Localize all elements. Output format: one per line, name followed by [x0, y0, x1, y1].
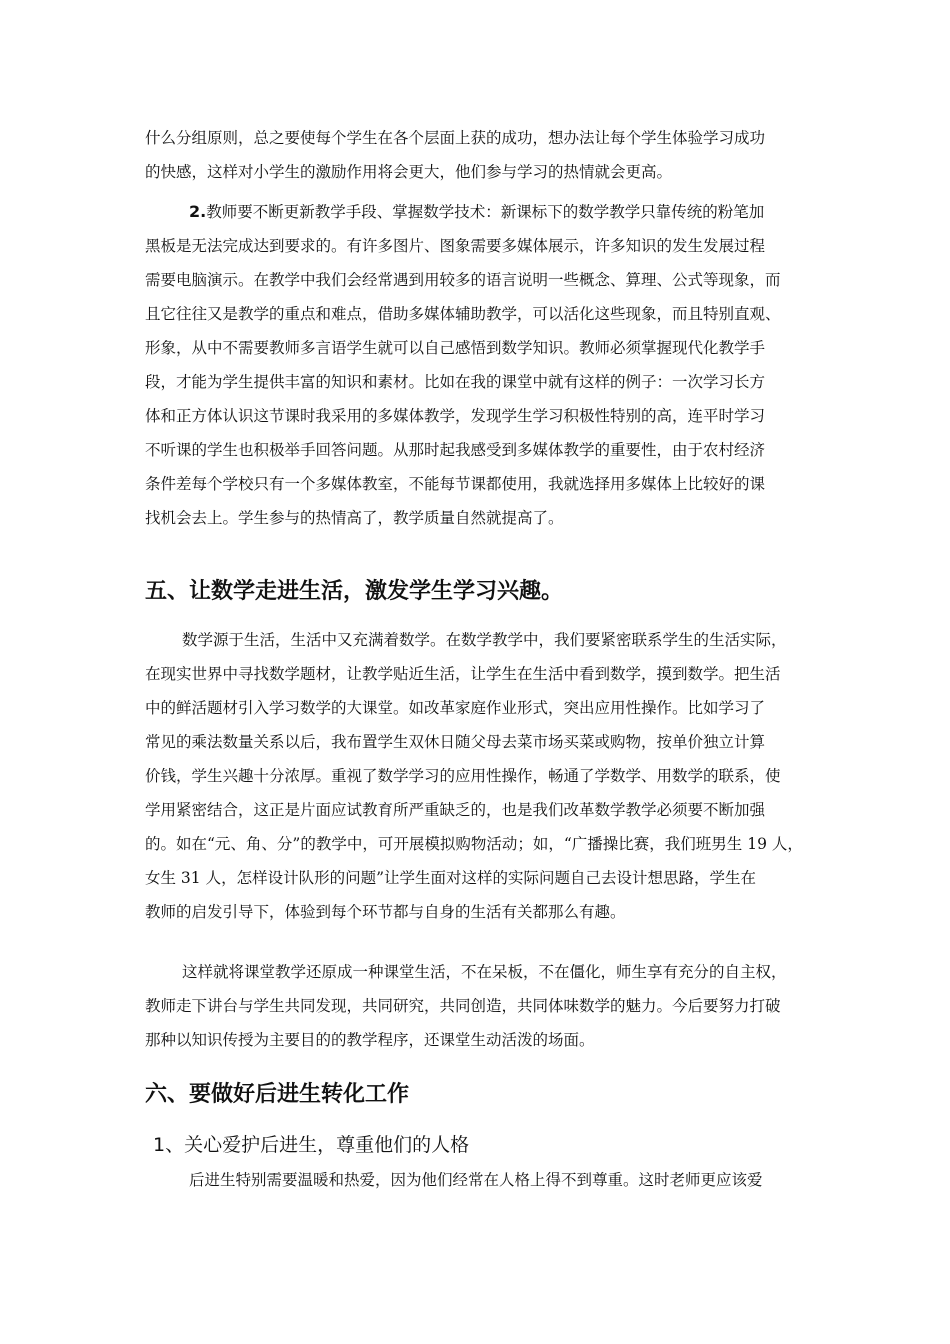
paragraph-classroom-life: [145, 955, 810, 1057]
text-line: 黑板是无法完成达到要求的。有许多图片、图象需要多媒体展示，许多知识的发生发展过程: [145, 237, 766, 255]
text-line: 数学源于生活，生活中又充满着数学。在数学教学中，我们要紧密联系学生的生活实际，: [182, 631, 787, 649]
paragraph-math-life: [145, 623, 810, 929]
text-line: 学用紧密结合，这正是片面应试教育所严重缺乏的，也是我们改革数学教学必须要不断加强: [145, 801, 766, 819]
text-line: 价钱，学生兴趣十分浓厚。重视了数学学习的应用性操作，畅通了学数学、用数学的联系，使: [145, 767, 781, 785]
text-line: 女生 31 人，怎样设计队形的问题”让学生面对这样的实际问题自己去设计想思路，学生在: [145, 869, 757, 887]
paragraph-teaching-methods: [145, 195, 810, 535]
subsection-heading: 1、关心爱护后进生，尊重他们的人格: [153, 1134, 470, 1156]
item-number: 2.: [189, 202, 207, 221]
paragraph-continuation: [145, 121, 810, 189]
text-line: 条件差每个学校只有一个多媒体教室，不能每节课都使用，我就选择用多媒体上比较好的课: [145, 475, 766, 493]
text-line: 什么分组原则，总之要使每个学生在各个层面上获的成功，想办法让每个学生体验学习成功: [145, 129, 766, 147]
text-line: 需要电脑演示。在教学中我们会经常遇到用较多的语言说明一些概念、算理、公式等现象，而: [145, 271, 781, 289]
text-fragment: 教师要不断更新教学手段、掌握数学技术：新课标下的数学教学只靠传统的粉笔加: [206, 203, 765, 221]
text-line: 的快感，这样对小学生的激励作用将会更大，他们参与学习的热情就会更高。: [145, 163, 673, 181]
text-line: 后进生特别需要温暖和热爱，因为他们经常在人格上得不到尊重。这时老师更应该爱: [189, 1171, 763, 1189]
text-line: 这样就将课堂教学还原成一种课堂生活，不在呆板，不在僵化，师生享有充分的自主权，: [182, 963, 787, 981]
text-line: 常见的乘法数量关系以后，我布置学生双休日随父母去菜市场买菜或购物，按单价独立计算: [145, 733, 766, 751]
text-line: 形象，从中不需要教师多言语学生就可以自己感悟到数学知识。教师必须掌握现代化教学手: [145, 339, 766, 357]
text-line: 教师走下讲台与学生共同发现，共同研究，共同创造，共同体味数学的魅力。今后要努力打破: [145, 997, 781, 1015]
text-line: 不听课的学生也积极举手回答问题。从那时起我感受到多媒体教学的重要性，由于农村经济: [145, 441, 766, 459]
text-line: 体和正方体认识这节课时我采用的多媒体教学，发现学生学习积极性特别的高，连平时学习: [145, 407, 766, 425]
text-line: 找机会去上。学生参与的热情高了，教学质量自然就提高了。: [145, 509, 564, 527]
text-line: 且它往往又是教学的重点和难点，借助多媒体辅助教学，可以活化这些现象，而且特别直观、: [145, 305, 781, 323]
text-line: 的。如在“元、角、分”的教学中，可开展模拟购物活动；如，“广播操比赛，我们班男生 19 人，: [145, 835, 803, 853]
section-heading: 五、让数学走进生活，激发学生学习兴趣。: [145, 579, 564, 604]
numbered-first-line: [145, 195, 810, 229]
text-line: 中的鲜活题材引入学习数学的大课堂。如改革家庭作业形式，突出应用性操作。比如学习了: [145, 699, 766, 717]
paragraph-underachievers: [145, 1163, 810, 1197]
text-line: 那种以知识传授为主要目的的教学程序，还课堂生动活泼的场面。: [145, 1031, 595, 1049]
text-line: 在现实世界中寻找数学题材，让教学贴近生活，让学生在生活中看到数学，摸到数学。把生活: [145, 665, 781, 683]
text-line: 段，才能为学生提供丰富的知识和素材。比如在我的课堂中就有这样的例子：一次学习长方: [145, 373, 766, 391]
text-line: 教师的启发引导下，体验到每个环节都与自身的生活有关都那么有趣。: [145, 903, 626, 921]
section-heading: 六、要做好后进生转化工作: [145, 1082, 410, 1107]
